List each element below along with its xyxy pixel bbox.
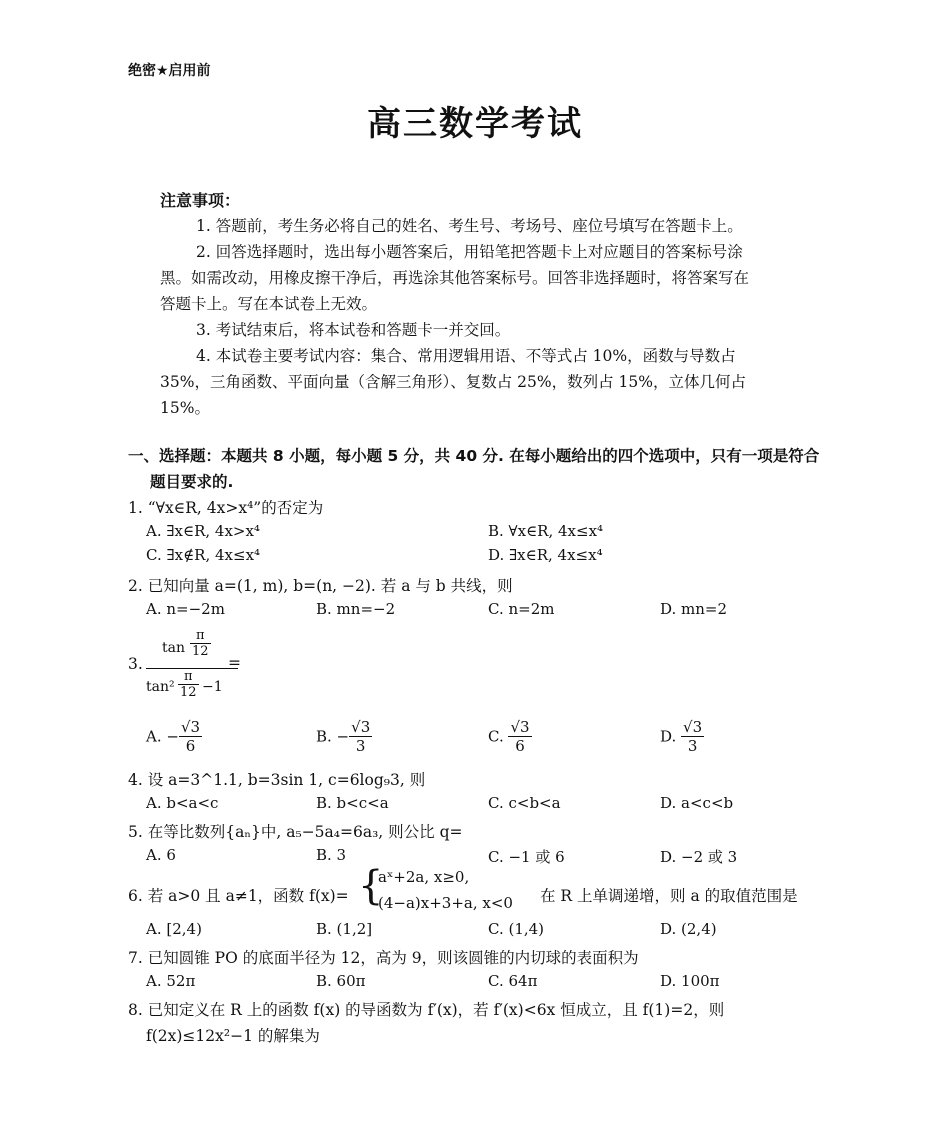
question-4-option-b: B. b<c<a	[316, 794, 389, 812]
question-5-stem: 5. 在等比数列{aₙ}中, a₅−5a₄=6a₃, 则公比 q=	[128, 823, 463, 841]
notice-line-4: 答题卡上。写在本试卷上无效。	[160, 295, 378, 313]
question-3-fraction	[146, 628, 238, 709]
question-7-option-d: D. 100π	[660, 972, 720, 990]
notice-line-7: 35%，三角函数、平面向量（含解三角形）、复数占 25%，数列占 15%，立体几何占	[160, 373, 746, 391]
question-6-case-1: aˣ+2a, x≥0,	[378, 868, 470, 886]
question-2-option-a: A. n=−2m	[146, 600, 225, 618]
section-heading: 一、选择题：本题共 8 小题，每小题 5 分，共 40 分. 在每小题给出的四个选项中，只有一项是符合	[128, 447, 820, 465]
question-5-option-a: A. 6	[146, 846, 176, 864]
opt-c-label: C.	[488, 727, 509, 746]
question-2-option-c: C. n=2m	[488, 600, 555, 618]
question-6-option-d: D. (2,4)	[660, 920, 717, 938]
notice-line-8: 15%。	[160, 399, 210, 417]
question-5-option-c: C. −1 或 6	[488, 848, 565, 866]
piecewise-brace: {	[358, 863, 384, 909]
opt-a-label: A. −	[146, 727, 179, 746]
question-1-option-d: D. ∃x∈R, 4x≤x⁴	[488, 546, 603, 564]
question-7-option-a: A. 52π	[146, 972, 196, 990]
question-3-numerator	[146, 628, 238, 668]
opt-b-label: B. −	[316, 727, 350, 746]
tan2-label: tan²	[146, 679, 175, 695]
question-7-option-c: C. 64π	[488, 972, 538, 990]
opt-c-frac	[508, 718, 531, 755]
question-8-stem-line-1: 8. 已知定义在 R 上的函数 f(x) 的导函数为 f′(x)，若 f′(x)<6x 恒成立，且 f(1)=2，则	[128, 1001, 725, 1019]
question-2-option-d: D. mn=2	[660, 600, 728, 618]
question-8-stem-line-2: f(2x)≤12x²−1 的解集为	[146, 1027, 320, 1045]
opt-b-den: 3	[355, 737, 366, 755]
question-6-option-b: B. (1,2]	[316, 920, 373, 938]
tan-label: tan	[162, 640, 185, 656]
opt-a-den: 6	[185, 737, 196, 755]
question-2-option-b: B. mn=−2	[316, 600, 396, 618]
opt-a-num: √3	[180, 718, 201, 736]
question-4-stem: 4. 设 a=3^1.1, b=3sin 1, c=6log₉3, 则	[128, 771, 426, 789]
question-3-option-b	[316, 718, 372, 755]
page-title: 高三数学考试	[367, 104, 583, 144]
question-3-option-a	[146, 718, 202, 755]
question-3-denominator	[146, 669, 238, 709]
opt-d-frac	[681, 718, 704, 755]
question-3-equals: =	[228, 654, 241, 672]
pi-over-12-den	[178, 669, 199, 700]
opt-b-num: √3	[351, 718, 371, 736]
notice-line-6: 4. 本试卷主要考试内容：集合、常用逻辑用语、不等式占 10%，函数与导数占	[196, 347, 736, 365]
twelve-den-2: 12	[180, 685, 197, 700]
question-6-case-2: (4−a)x+3+a, x<0	[378, 894, 513, 912]
notice-line-5: 3. 考试结束后，将本试卷和答题卡一并交回。	[196, 321, 511, 339]
question-6-option-c: C. (1,4)	[488, 920, 545, 938]
notice-line-3: 黑。如需改动，用橡皮擦干净后，再选涂其他答案标号。回答非选择题时，将答案写在	[160, 269, 750, 287]
opt-b-frac	[349, 718, 372, 755]
question-3-option-c	[488, 718, 532, 755]
question-6-stem-post: 在 R 上单调递增，则 a 的取值范围是	[540, 887, 798, 905]
opt-d-den: 3	[687, 737, 698, 755]
opt-d-num: √3	[683, 718, 703, 736]
pi-num-2: π	[178, 669, 199, 685]
question-5-option-b: B. 3	[316, 846, 347, 864]
secret-label: 绝密★启用前	[128, 63, 211, 79]
question-7-stem: 7. 已知圆锥 PO 的底面半径为 12，高为 9，则该圆锥的内切球的表面积为	[128, 949, 639, 967]
question-4-option-a: A. b<a<c	[146, 794, 219, 812]
question-3-number: 3.	[128, 655, 143, 673]
minus-one: −1	[202, 679, 223, 695]
pi-over-12	[190, 628, 211, 659]
question-1-stem: 1. “∀x∈R, 4x>x⁴”的否定为	[128, 499, 324, 517]
twelve-den: 12	[192, 644, 209, 659]
question-4-option-d: D. a<c<b	[660, 794, 734, 812]
question-7-option-b: B. 60π	[316, 972, 366, 990]
question-6-stem-pre: 6. 若 a>0 且 a≠1，函数 f(x)=	[128, 887, 349, 905]
notice-line-1: 1. 答题前，考生务必将自己的姓名、考生号、考场号、座位号填写在答题卡上。	[196, 217, 743, 235]
question-4-option-c: C. c<b<a	[488, 794, 561, 812]
question-2-stem: 2. 已知向量 a=(1, m), b=(n, −2). 若 a 与 b 共线，则	[128, 577, 513, 595]
notice-line-2: 2. 回答选择题时，选出每小题答案后，用铅笔把答题卡上对应题目的答案标号涂	[196, 243, 743, 261]
question-5-option-d: D. −2 或 3	[660, 848, 738, 866]
section-heading-cont: 题目要求的.	[150, 473, 234, 491]
question-1-option-a: A. ∃x∈R, 4x>x⁴	[146, 522, 260, 540]
question-3-option-d	[660, 718, 704, 755]
notice-heading: 注意事项：	[160, 191, 241, 210]
question-1-option-b: B. ∀x∈R, 4x≤x⁴	[488, 522, 604, 540]
opt-c-num: √3	[510, 718, 530, 736]
question-1-option-c: C. ∃x∉R, 4x≤x⁴	[146, 546, 261, 564]
opt-c-den: 6	[515, 737, 525, 755]
opt-d-label: D.	[660, 727, 682, 746]
pi-num: π	[190, 628, 211, 644]
question-6-option-a: A. [2,4)	[146, 920, 202, 938]
opt-a-frac	[179, 718, 202, 755]
